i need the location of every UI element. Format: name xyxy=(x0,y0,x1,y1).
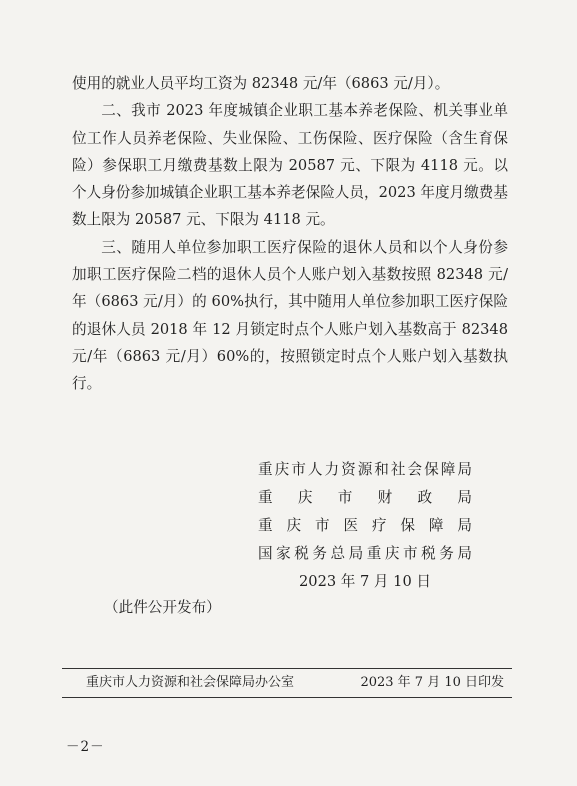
document-body xyxy=(72,70,508,398)
paragraph-continued: 使用的就业人员平均工资为 82348 元/年（6863 元/月）。 xyxy=(72,75,450,92)
publication-note: （此件公开发布） xyxy=(104,599,221,616)
signature-org-hrss: 重庆市人力资源和社会保障局 xyxy=(258,461,472,478)
signature-date: 2023 年 7 月 10 日 xyxy=(299,573,431,590)
paragraph-item-2: 二、我市 2023 年度城镇企业职工基本养老保险、机关事业单位工作人员养老保险、失业保险、工伤保险、医疗保险（含生育保险）参保职工月缴费基数上限为 20587 元、下限为 4118 元。以个人身份参加城镇企业职工基本养老保险人员，2023 年度月缴费基数上限为 20587 元、下限为 4118 元。 xyxy=(72,102,508,229)
page-number: －2－ xyxy=(66,739,105,755)
signature-block xyxy=(258,456,472,596)
footer xyxy=(86,672,504,694)
paragraph-item-3: 三、随用人单位参加职工医疗保险的退休人员和以个人身份参加职工医疗保险二档的退休人员个人账户划入基数按照 82348 元/年（6863 元/月）的 60%执行，其中随用人单位参加职工医疗保险的退休人员 2018 年 12 月锁定时点个人账户划入基数高于 82348 元/年（6863 元/月）60%的，按照锁定时点个人账户划入基数执行。 xyxy=(72,238,508,393)
signature-org-finance: 重庆市财政局 xyxy=(258,489,472,506)
footer-print-date: 2023 年 7 月 10 日印发 xyxy=(360,675,504,690)
signature-org-tax: 国家税务总局重庆市税务局 xyxy=(258,545,472,562)
footer-issuer: 重庆市人力资源和社会保障局办公室 xyxy=(86,675,295,690)
signature-org-medical: 重庆市医疗保障局 xyxy=(258,517,472,534)
footer-rule-bottom xyxy=(62,697,512,698)
footer-rule-top xyxy=(62,668,512,669)
